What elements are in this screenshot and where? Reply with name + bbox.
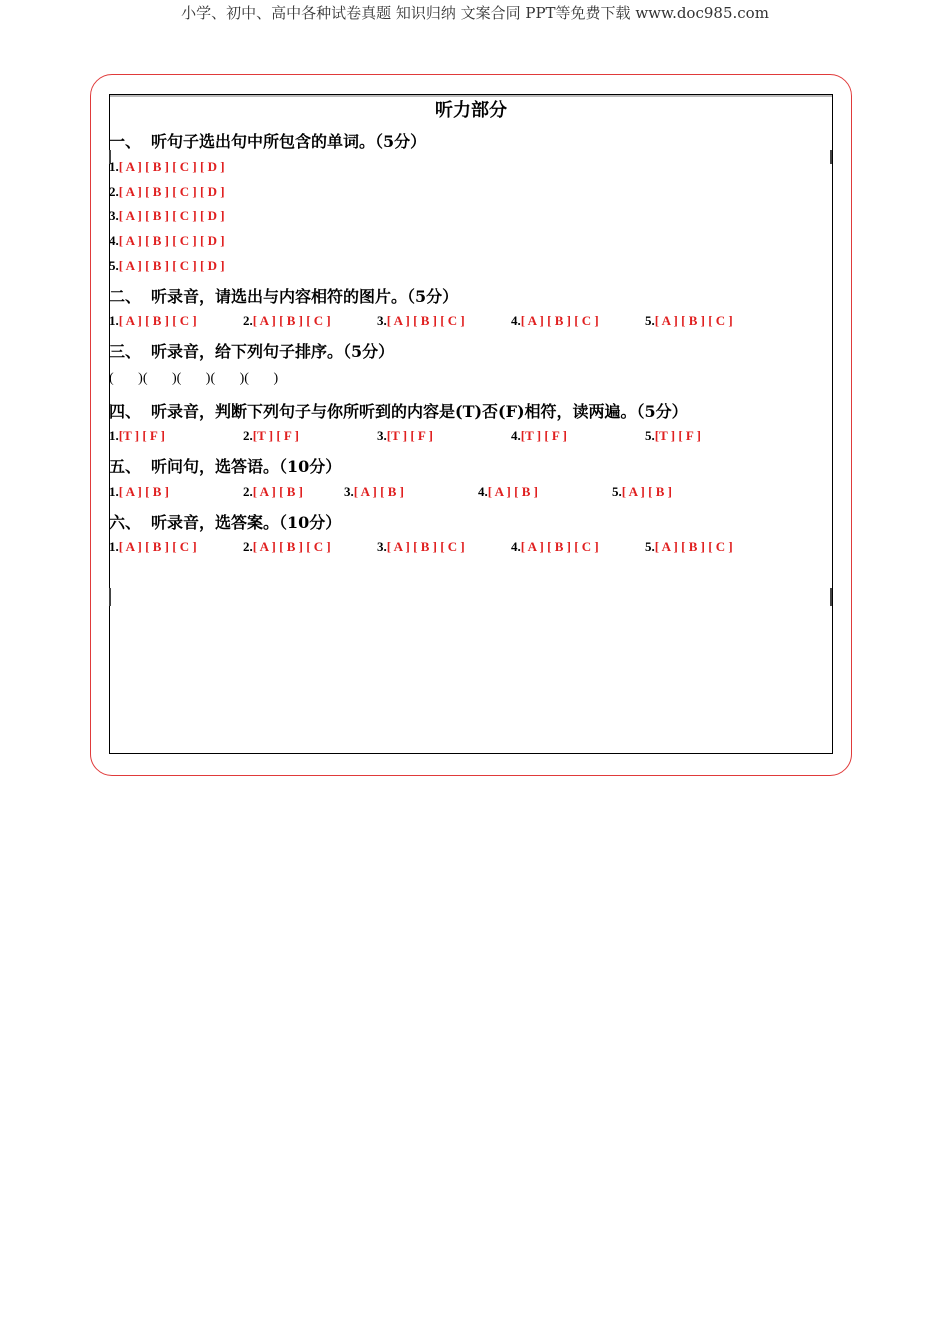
section-number: 六、: [109, 513, 142, 532]
section-4-heading: [109, 399, 688, 422]
question-number: 3.: [109, 208, 119, 223]
section-number: 四、: [109, 402, 142, 421]
answer-options[interactable]: [ A ] [ B ]: [487, 484, 538, 499]
answer-options[interactable]: [ A ] [ B ] [ C ] [ D ]: [118, 208, 225, 223]
section-number: 五、: [109, 457, 142, 476]
question-number: 1.: [109, 428, 119, 443]
question-row[interactable]: [511, 539, 599, 555]
section-text: 听录音，给下列句子排序。（5分）: [151, 342, 395, 361]
answer-options[interactable]: [T ] [ F ]: [386, 428, 433, 443]
question-row[interactable]: [377, 428, 433, 444]
answer-options[interactable]: [T ] [ F ]: [654, 428, 701, 443]
section-3-heading: [109, 339, 394, 362]
question-number: 4.: [511, 539, 521, 554]
question-number: 3.: [377, 428, 387, 443]
ordering-blanks[interactable]: ( )( )( )( )( ): [109, 371, 279, 386]
answer-options[interactable]: [ A ] [ B ] [ C ] [ D ]: [118, 184, 225, 199]
section-text: 听问句，选答语。（10分）: [151, 457, 342, 476]
right-margin-mark: [830, 588, 832, 606]
section-2-heading: [109, 284, 458, 307]
answer-options[interactable]: [ A ] [ B ] [ C ]: [386, 313, 465, 328]
question-number: 5.: [645, 313, 655, 328]
answer-options[interactable]: [T ] [ F ]: [252, 428, 299, 443]
question-row[interactable]: [109, 484, 169, 500]
question-number: 1.: [109, 313, 119, 328]
question-number: 4.: [109, 233, 119, 248]
question-row[interactable]: [109, 159, 225, 175]
question-row[interactable]: [645, 313, 733, 329]
answer-options[interactable]: [ A ] [ B ] [ C ]: [520, 539, 599, 554]
question-row[interactable]: [109, 208, 225, 224]
answer-options[interactable]: [ A ] [ B ] [ C ]: [118, 539, 197, 554]
question-number: 4.: [478, 484, 488, 499]
question-row[interactable]: [344, 484, 404, 500]
answer-options[interactable]: [ A ] [ B ] [ C ]: [654, 313, 733, 328]
question-row[interactable]: [243, 484, 303, 500]
page-header: 小学、初中、高中各种试卷真题 知识归纳 文案合同 PPT等免费下载 www.doc985.com: [181, 4, 769, 22]
question-number: 5.: [612, 484, 622, 499]
question-row[interactable]: [511, 428, 567, 444]
answer-options[interactable]: [ A ] [ B ] [ C ]: [118, 313, 197, 328]
question-number: 3.: [377, 539, 387, 554]
question-number: 3.: [344, 484, 354, 499]
section-text: 听录音，选答案。（10分）: [151, 513, 342, 532]
question-number: 5.: [109, 258, 119, 273]
question-number: 2.: [243, 313, 253, 328]
question-number: 1.: [109, 159, 119, 174]
answer-options[interactable]: [ A ] [ B ]: [353, 484, 404, 499]
question-row[interactable]: [243, 428, 299, 444]
question-row[interactable]: [645, 539, 733, 555]
question-number: 1.: [109, 484, 119, 499]
answer-options[interactable]: [ A ] [ B ]: [118, 484, 169, 499]
question-row[interactable]: [243, 313, 331, 329]
answer-options[interactable]: [ A ] [ B ]: [252, 484, 303, 499]
section-number: 三、: [109, 342, 142, 361]
question-number: 4.: [511, 428, 521, 443]
question-number: 2.: [243, 484, 253, 499]
answer-options[interactable]: [ A ] [ B ] [ C ]: [252, 313, 331, 328]
question-row[interactable]: [109, 428, 165, 444]
answer-options[interactable]: [ A ] [ B ] [ C ]: [252, 539, 331, 554]
question-number: 2.: [109, 184, 119, 199]
question-row[interactable]: [243, 539, 331, 555]
page-title: 听力部分: [435, 100, 507, 121]
question-number: 2.: [243, 428, 253, 443]
question-row[interactable]: [109, 258, 225, 274]
question-row[interactable]: [377, 313, 465, 329]
section-text: 听句子选出句中所包含的单词。（5分）: [151, 132, 427, 151]
answer-options[interactable]: [ A ] [ B ] [ C ]: [654, 539, 733, 554]
question-row[interactable]: [109, 233, 225, 249]
answer-options[interactable]: [T ] [ F ]: [520, 428, 567, 443]
question-row[interactable]: [109, 313, 197, 329]
question-number: 4.: [511, 313, 521, 328]
question-number: 3.: [377, 313, 387, 328]
section-number: 一、: [109, 132, 142, 151]
answer-options[interactable]: [ A ] [ B ] [ C ]: [386, 539, 465, 554]
section-6-heading: [109, 510, 341, 533]
section-text: 听录音，判断下列句子与你所听到的内容是(T)否(F)相符，读两遍。（5分）: [151, 402, 688, 421]
answer-options[interactable]: [ A ] [ B ]: [621, 484, 672, 499]
question-row[interactable]: [645, 428, 701, 444]
left-margin-mark: [109, 588, 111, 606]
right-margin-mark: [830, 150, 832, 164]
section-number: 二、: [109, 287, 142, 306]
question-row[interactable]: [511, 313, 599, 329]
question-number: 5.: [645, 539, 655, 554]
question-number: 5.: [645, 428, 655, 443]
answer-options[interactable]: [ A ] [ B ] [ C ]: [520, 313, 599, 328]
answer-options[interactable]: [ A ] [ B ] [ C ] [ D ]: [118, 159, 225, 174]
section-5-heading: [109, 454, 341, 477]
section-1-heading: [109, 129, 426, 152]
section-text: 听录音，请选出与内容相符的图片。（5分）: [151, 287, 459, 306]
answer-options[interactable]: [ A ] [ B ] [ C ] [ D ]: [118, 258, 225, 273]
answer-options[interactable]: [ A ] [ B ] [ C ] [ D ]: [118, 233, 225, 248]
question-row[interactable]: [478, 484, 538, 500]
question-row[interactable]: [377, 539, 465, 555]
question-number: 2.: [243, 539, 253, 554]
question-number: 1.: [109, 539, 119, 554]
question-row[interactable]: [612, 484, 672, 500]
answer-options[interactable]: [T ] [ F ]: [118, 428, 165, 443]
question-row[interactable]: [109, 184, 225, 200]
question-row[interactable]: [109, 539, 197, 555]
